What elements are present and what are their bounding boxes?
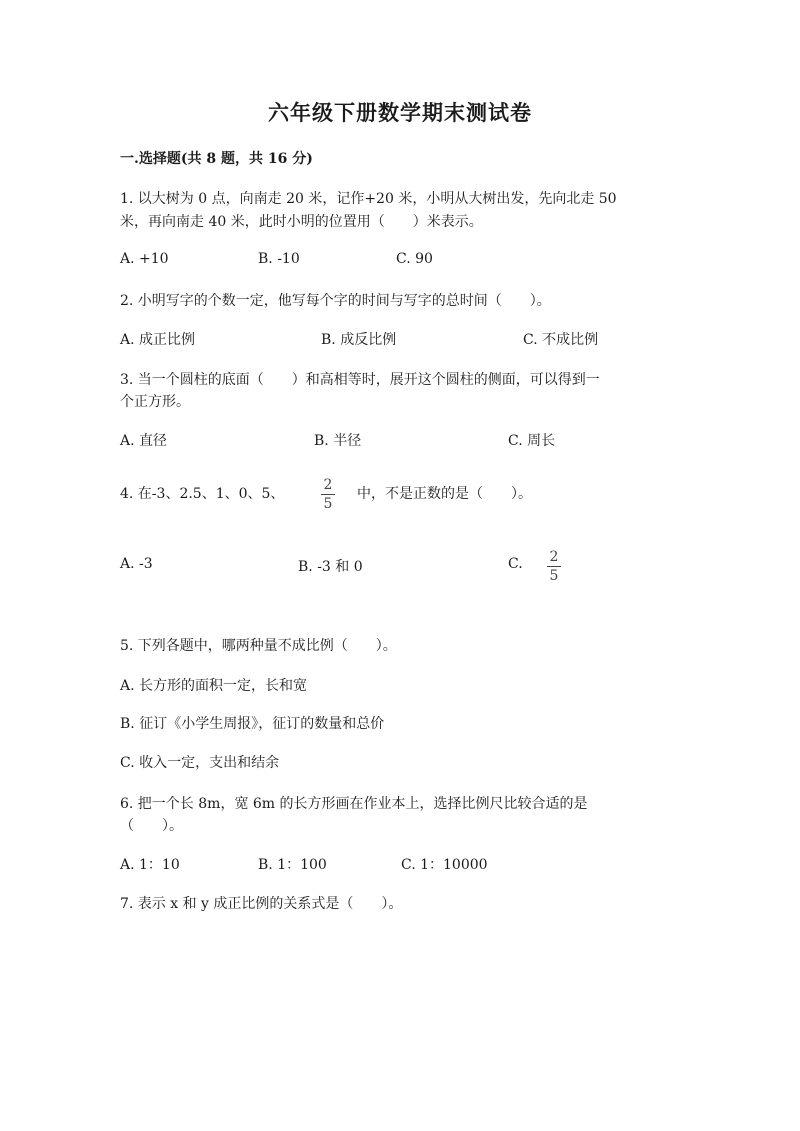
question-1-option-c: C. 90 (396, 251, 433, 267)
question-4-fraction (321, 477, 335, 512)
question-4-option-a: A. -3 (120, 556, 153, 572)
question-1-line-2: 米，再向南走 40 米，此时小明的位置用（ ）米表示。 (120, 214, 483, 230)
question-2-line-1: 2. 小明写字的个数一定，他写每个字的时间与写字的总时间（ ）。 (120, 293, 551, 309)
question-7-line-1: 7. 表示 x 和 y 成正比例的关系式是（ ）。 (120, 896, 403, 912)
question-4-option-b: B. -3 和 0 (298, 559, 363, 575)
question-4-prefix: 4. 在-3、2.5、1、0、5、 (120, 486, 285, 502)
fraction-bar (547, 566, 561, 567)
fraction-numerator: 2 (323, 477, 333, 493)
question-5-option-a: A. 长方形的面积一定，长和宽 (120, 678, 308, 694)
question-6-option-b: B. 1：100 (258, 857, 327, 873)
question-3-line-2: 个正方形。 (120, 394, 190, 410)
question-2-option-a: A. 成正比例 (120, 332, 196, 348)
question-6-option-a: A. 1：10 (120, 857, 180, 873)
section-heading: 一.选择题(共 8 题，共 16 分) (120, 151, 313, 167)
question-4-option-c-fraction (547, 549, 561, 584)
question-4-suffix: 中，不是正数的是（ ）。 (357, 486, 532, 502)
question-4-option-c: C. (508, 556, 523, 572)
question-5-line-1: 5. 下列各题中，哪两种量不成比例（ ）。 (120, 638, 397, 654)
question-3-option-b: B. 半径 (314, 433, 362, 449)
fraction-bar (321, 494, 335, 495)
question-3-option-c: C. 周长 (508, 433, 556, 449)
question-3-option-a: A. 直径 (120, 433, 168, 449)
fraction-numerator: 2 (549, 549, 559, 565)
question-1-option-a: A. +10 (120, 251, 169, 267)
question-5-option-c: C. 收入一定，支出和结余 (120, 755, 280, 771)
question-6-line-2: （ ）。 (120, 818, 183, 834)
question-2-option-b: B. 成反比例 (321, 332, 397, 348)
question-3-line-1: 3. 当一个圆柱的底面（ ）和高相等时，展开这个圆柱的侧面，可以得到一 (120, 372, 600, 388)
question-5-option-b: B. 征订《小学生周报》，征订的数量和总价 (120, 716, 385, 732)
fraction-denominator: 5 (323, 496, 333, 512)
question-6-option-c: C. 1：10000 (401, 857, 488, 873)
page-title: 六年级下册数学期末测试卷 (268, 100, 532, 125)
fraction-denominator: 5 (549, 568, 559, 584)
question-1-option-b: B. -10 (258, 251, 300, 267)
question-1-line-1: 1. 以大树为 0 点，向南走 20 米，记作+20 米，小明从大树出发，先向北走 50 (120, 191, 617, 207)
question-2-option-c: C. 不成比例 (523, 332, 599, 348)
question-6-line-1: 6. 把一个长 8m，宽 6m 的长方形画在作业本上，选择比例尺比较合适的是 (120, 796, 588, 812)
